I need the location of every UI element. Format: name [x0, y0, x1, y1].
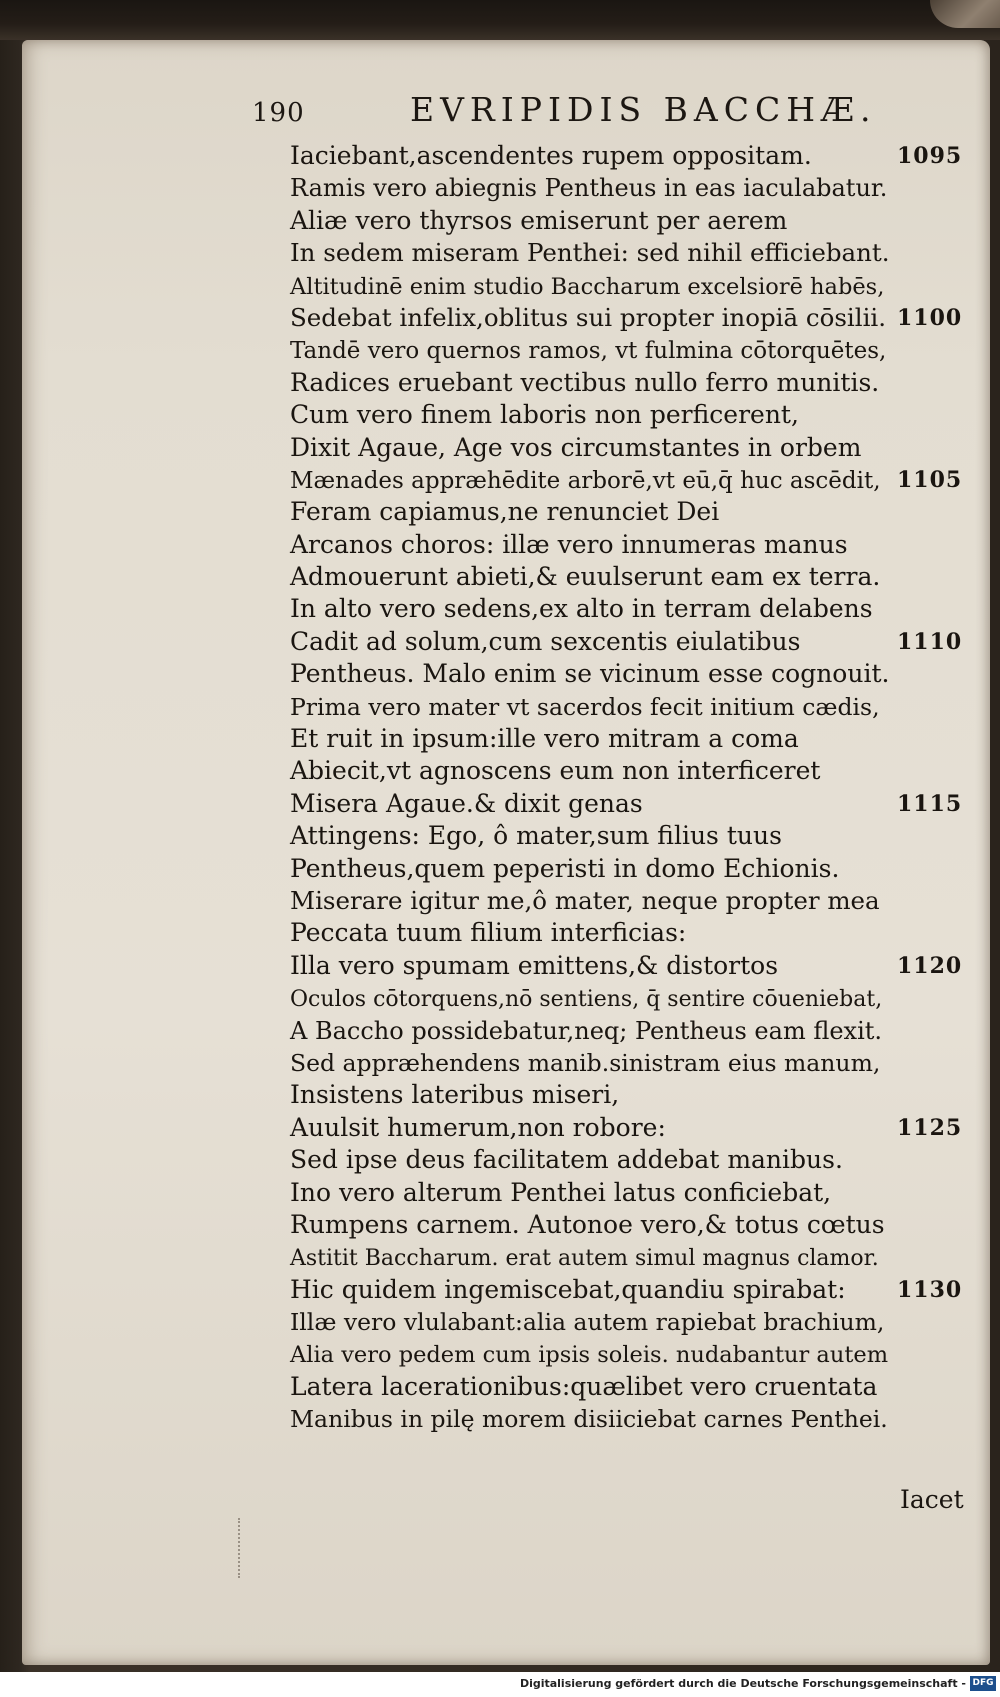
verse-line-text: Mænades appræhēdite arborē,vt eū,q̄ huc ascēdit, [290, 467, 881, 494]
verse-line-text: Latera lacerationibus:quælibet vero cruentata [290, 1371, 878, 1401]
verse-line-text: Ino vero alterum Penthei latus conficiebat, [290, 1177, 832, 1207]
margin-marks [238, 1518, 250, 1578]
verse-line [290, 1371, 970, 1403]
verse-line [290, 1241, 970, 1273]
verse-line [290, 1338, 970, 1370]
verse-line [290, 1177, 970, 1209]
verse-line-text: Feram capiamus,ne renunciet Dei [290, 497, 720, 527]
verse-line-text: Miserare igitur me,ô mater, neque propter mea [290, 885, 880, 915]
verse-line [290, 982, 970, 1014]
line-number: 1100 [897, 304, 963, 331]
verse-line-text: Alia vero pedem cum ipsis soleis. nudabantur autem [290, 1342, 889, 1369]
verse-line [290, 432, 970, 464]
footer-credit: Digitalisierung gefördert durch die Deutsche Forschungsgemeinschaft - [519, 1677, 966, 1690]
catchword: Iacet [900, 1485, 964, 1514]
verse-line-text: Dixit Agaue, Age vos circumstantes in orbem [290, 432, 862, 462]
verse-line [290, 334, 970, 366]
verse-line [290, 205, 970, 237]
verse-line [290, 1209, 970, 1241]
verse-line-text: Illa vero spumam emittens,& distortos [290, 950, 779, 980]
top-edge-shadow [0, 0, 1000, 40]
verse-line-text: Abiecit,vt agnoscens eum non interficeret [290, 756, 821, 786]
running-title: EVRIPIDIS BACCHÆ. [410, 90, 877, 129]
verse-line [290, 1047, 970, 1079]
verse-line-text: Tandē vero quernos ramos, vt fulmina cōtorquētes, [290, 338, 887, 365]
verse-line-text: Attingens: Ego, ô mater,sum filius tuus [290, 821, 782, 851]
verse-line-text: Insistens lateribus miseri, [290, 1080, 620, 1110]
verse-line [290, 917, 970, 949]
verse-line [290, 1079, 970, 1111]
verse-text-block [290, 140, 970, 1436]
footer-bar [0, 1672, 1000, 1697]
verse-line-text: Altitudinē enim studio Baccharum excelsiorē habēs, [290, 273, 885, 300]
page-number: 190 [252, 98, 305, 128]
verse-line-text: Sed appræhendens manib.sinistram eius manum, [290, 1048, 881, 1077]
verse-line [290, 691, 970, 723]
verse-line [290, 723, 970, 755]
page-header [0, 90, 1000, 134]
verse-line-text: Iaciebant,ascendentes rupem oppositam. [290, 141, 812, 170]
verse-line [290, 464, 970, 496]
verse-line-text: Et ruit in ipsum:ille vero mitram a coma [290, 724, 799, 754]
verse-line [290, 658, 970, 690]
verse-line-text: In sedem miseram Penthei: sed nihil efficiebant. [290, 238, 890, 268]
verse-line-text: Sedebat infelix,oblitus sui propter inopiā cōsilii. [290, 302, 887, 332]
verse-line-text: Cadit ad solum,cum sexcentis eiulatibus [290, 626, 801, 656]
verse-line [290, 593, 970, 625]
verse-line [290, 1015, 970, 1047]
verse-line-text: Radices eruebant vectibus nullo ferro munitis. [290, 367, 880, 397]
verse-line [290, 172, 970, 204]
verse-line [290, 1144, 970, 1176]
verse-line-text: Hic quidem ingemiscebat,quandiu spirabat: [290, 1274, 846, 1304]
verse-line-text: Pentheus. Malo enim se vicinum esse cognouit. [290, 659, 890, 689]
verse-line [290, 237, 970, 269]
verse-line-text: Cum vero finem laboris non perficerent, [290, 400, 799, 430]
verse-line [290, 529, 970, 561]
verse-line [290, 788, 970, 820]
verse-line-text: Misera Agaue.& dixit genas [290, 788, 643, 818]
dfg-logo: DFG [970, 1676, 996, 1691]
verse-line [290, 1403, 970, 1435]
verse-line-text: Ramis vero abiegnis Pentheus in eas iaculabatur. [290, 174, 888, 203]
verse-line-text: Astitit Baccharum. erat autem simul magnus clamor. [290, 1246, 879, 1272]
verse-line-text: Pentheus,quem peperisti in domo Echionis. [290, 853, 840, 883]
verse-line [290, 302, 970, 334]
line-number: 1125 [897, 1114, 963, 1141]
verse-line [290, 367, 970, 399]
line-number: 1115 [897, 790, 963, 817]
verse-line-text: Aliæ vero thyrsos emiserunt per aerem [290, 205, 788, 235]
line-number: 1110 [897, 628, 963, 655]
verse-line-text: Manibus in pilę morem disiiciebat carnes Penthei. [290, 1405, 888, 1434]
verse-line-text: Peccata tuum filium interficias: [290, 918, 687, 948]
verse-line [290, 755, 970, 787]
verse-line [290, 1274, 970, 1306]
verse-line-text: Admouerunt abieti,& euulserunt eam ex terra. [290, 562, 881, 592]
verse-line [290, 1112, 970, 1144]
verse-line-text: Prima vero mater vt sacerdos fecit initium cædis, [290, 692, 880, 721]
verse-line-text: Arcanos choros: illæ vero innumeras manus [290, 529, 848, 559]
verse-line-text: Rumpens carnem. Autonoe vero,& totus cœtus [290, 1209, 885, 1239]
line-number: 1105 [897, 466, 963, 493]
verse-line-text: Sed ipse deus facilitatem addebat manibus. [290, 1145, 843, 1175]
verse-line-text: Illæ vero vlulabant:alia autem rapiebat brachium, [290, 1308, 885, 1337]
verse-line [290, 140, 970, 172]
verse-line [290, 399, 970, 431]
verse-line [290, 561, 970, 593]
verse-line [290, 270, 970, 302]
verse-line [290, 496, 970, 528]
verse-line [290, 950, 970, 982]
verse-line-text: In alto vero sedens,ex alto in terram delabens [290, 594, 873, 624]
line-number: 1130 [897, 1276, 963, 1303]
verse-line [290, 853, 970, 885]
line-number: 1120 [897, 952, 963, 979]
verse-line-text: Auulsit humerum,non robore: [290, 1112, 666, 1142]
verse-line [290, 1306, 970, 1338]
verse-line [290, 626, 970, 658]
verse-line [290, 820, 970, 852]
verse-line [290, 885, 970, 917]
verse-line-text: Oculos cōtorquens,nō sentiens, q̄ sentire cōueniebat, [290, 987, 883, 1013]
verse-line-text: A Baccho possidebatur,neq; Pentheus eam flexit. [290, 1016, 883, 1045]
line-number: 1095 [897, 143, 963, 169]
